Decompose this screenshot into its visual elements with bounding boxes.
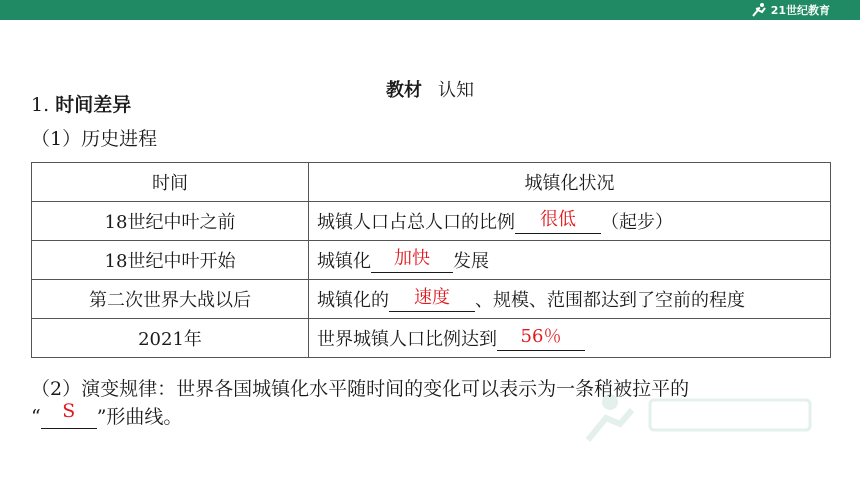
status-text: 城镇化的: [317, 290, 389, 311]
answer-text: 加快: [394, 248, 430, 269]
time-cell: 2021年: [32, 319, 309, 358]
answer-text: S: [62, 400, 76, 422]
section-title-normal: 认知: [438, 80, 474, 101]
brand-logo: [750, 1, 830, 19]
status-cell: [309, 241, 831, 280]
table-row: [32, 319, 831, 358]
heading-1-title: 时间差异: [55, 94, 132, 116]
status-text-after: 、规模、范围都达到了空前的程度: [475, 290, 745, 311]
history-table: [31, 162, 831, 358]
runner-logo-icon: [750, 2, 768, 18]
status-text-after: （起步）: [601, 212, 673, 233]
table-header-row: [32, 163, 831, 202]
answer-text: 速度: [414, 287, 450, 308]
time-cell: 第二次世界大战以后: [32, 280, 309, 319]
section-title-bold: 教材: [386, 80, 422, 101]
status-text: 城镇化: [317, 251, 371, 272]
status-cell: [309, 319, 831, 358]
answer-blank: [515, 211, 601, 234]
heading-1: [31, 90, 131, 117]
status-text: 世界城镇人口比例达到: [317, 329, 497, 350]
heading-1-number: 1.: [31, 94, 50, 116]
answer-blank: [41, 400, 97, 429]
answer-text: 56％: [520, 326, 562, 347]
answer-blank: [497, 328, 585, 351]
column-header-status: 城镇化状况: [309, 163, 831, 202]
time-cell: 18世纪中叶开始: [32, 241, 309, 280]
rule-paragraph-line2: [31, 402, 182, 429]
table-row: [32, 202, 831, 241]
logo-text: 21世纪教育: [770, 4, 830, 17]
table-row: [32, 241, 831, 280]
heading-2: （1）历史进程: [31, 128, 158, 150]
status-text: 城镇人口占总人口的比例: [317, 212, 515, 233]
time-cell: 18世纪中叶之前: [32, 202, 309, 241]
header-bar: [0, 0, 860, 20]
open-quote: “: [31, 406, 41, 428]
rule-paragraph-line1: （2）演变规律：世界各国城镇化水平随时间的变化可以表示为一条稍被拉平的: [31, 378, 690, 400]
status-text-after: 发展: [453, 251, 489, 272]
answer-text: 很低: [540, 209, 576, 230]
status-cell: [309, 202, 831, 241]
watermark-logo-icon: [580, 388, 820, 448]
table-row: [32, 280, 831, 319]
status-cell: [309, 280, 831, 319]
closing-text: ”形曲线。: [96, 406, 183, 428]
column-header-time: 时间: [32, 163, 309, 202]
answer-blank: [389, 289, 475, 312]
answer-blank: [371, 250, 453, 273]
